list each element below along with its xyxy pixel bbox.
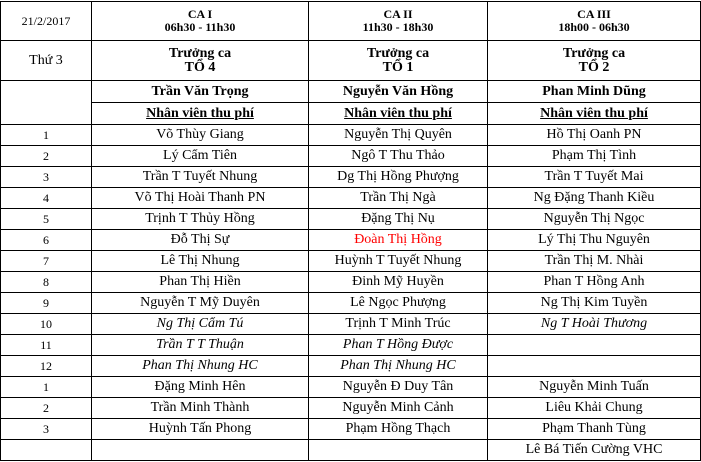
shift-2-staff-name: Dg Thị Hồng Phượng [309, 167, 488, 188]
table-row [1, 146, 701, 167]
row-number: 1 [1, 377, 92, 398]
date-cell: 21/2/2017 [1, 2, 92, 41]
table-row [1, 314, 701, 335]
shift-2-staff-name: Đoàn Thị Hồng [309, 230, 488, 251]
shift-2-header: CA II 11h30 - 18h30 [309, 2, 488, 41]
row-number: 3 [1, 167, 92, 188]
row-number: 12 [1, 356, 92, 377]
staff-label-row [1, 103, 701, 125]
shift-3-staff-label: Nhân viên thu phí [488, 103, 701, 125]
shift-1-staff-name: Đặng Minh Hên [92, 377, 309, 398]
shift-1-staff-name: Lý Cẩm Tiên [92, 146, 309, 167]
shift-2-staff-name: Huỳnh T Tuyết Nhung [309, 251, 488, 272]
table-row [1, 335, 701, 356]
shift-3-staff-name: Ng T Hoài Thương [488, 314, 701, 335]
shift-3-header: CA III 18h00 - 06h30 [488, 2, 701, 41]
row-number: 6 [1, 230, 92, 251]
shift-2-staff-name: Trần Thị Ngà [309, 188, 488, 209]
shift-2-staff-name: Nguyễn Minh Cảnh [309, 398, 488, 419]
table-row [1, 251, 701, 272]
table-row [1, 230, 701, 251]
shift-2-staff-name: Phạm Hồng Thạch [309, 419, 488, 440]
table-row [1, 419, 701, 440]
shift-3-staff-name: Ng Đặng Thanh Kiều [488, 188, 701, 209]
table-row [1, 293, 701, 314]
shift-3-staff-name: Hồ Thị Oanh PN [488, 125, 701, 146]
team-row [1, 41, 701, 81]
table-row [1, 167, 701, 188]
row-number: 9 [1, 293, 92, 314]
empty-cell [1, 103, 92, 125]
shift-2-leader: Nguyễn Văn Hồng [309, 81, 488, 103]
row-number: 1 [1, 125, 92, 146]
table-row [1, 209, 701, 230]
shift-2-staff-name: Phan Thị Nhung HC [309, 356, 488, 377]
shift-1-team: Trưởng ca TỔ 4 [92, 41, 309, 81]
shift-1-staff-name: Trần Minh Thành [92, 398, 309, 419]
shift-2-staff-name: Đinh Mỹ Huyền [309, 272, 488, 293]
row-number [1, 440, 92, 461]
table-row [1, 125, 701, 146]
row-number: 4 [1, 188, 92, 209]
shift-1-header: CA I 06h30 - 11h30 [92, 2, 309, 41]
shift-1-staff-label: Nhân viên thu phí [92, 103, 309, 125]
shift-2-staff-name: Đặng Thị Nụ [309, 209, 488, 230]
row-number: 11 [1, 335, 92, 356]
shift-2-staff-name: Trịnh T Minh Trúc [309, 314, 488, 335]
shift-3-staff-name: Nguyễn Thị Ngọc [488, 209, 701, 230]
shift-1-staff-name: Lê Thị Nhung [92, 251, 309, 272]
shift-1-leader: Trần Văn Trọng [92, 81, 309, 103]
shift-2-staff-name [309, 440, 488, 461]
shift-3-leader: Phan Minh Dũng [488, 81, 701, 103]
row-number: 7 [1, 251, 92, 272]
shift-3-staff-name: Phạm Thanh Tùng [488, 419, 701, 440]
shift-2-staff-name: Lê Ngọc Phượng [309, 293, 488, 314]
row-number: 8 [1, 272, 92, 293]
row-number: 10 [1, 314, 92, 335]
shift-2-staff-name: Nguyễn Đ Duy Tân [309, 377, 488, 398]
shift-3-staff-name [488, 356, 701, 377]
row-number: 2 [1, 146, 92, 167]
shift-3-staff-name: Ng Thị Kim Tuyền [488, 293, 701, 314]
shift-2-team: Trưởng ca TỔ 1 [309, 41, 488, 81]
shift-3-staff-name [488, 335, 701, 356]
shift-1-staff-name: Võ Thùy Giang [92, 125, 309, 146]
table-row [1, 377, 701, 398]
shift-2-staff-label: Nhân viên thu phí [309, 103, 488, 125]
shift-3-team: Trưởng ca TỔ 2 [488, 41, 701, 81]
shift-3-staff-name: Nguyễn Minh Tuấn [488, 377, 701, 398]
shift-2-staff-name: Phan T Hồng Được [309, 335, 488, 356]
table-row [1, 356, 701, 377]
shift-1-staff-name [92, 440, 309, 461]
shift-1-staff-name: Trần T T Thuận [92, 335, 309, 356]
table-row [1, 398, 701, 419]
shift-1-staff-name: Võ Thị Hoài Thanh PN [92, 188, 309, 209]
empty-cell [1, 81, 92, 103]
shift-2-staff-name: Nguyễn Thị Quyên [309, 125, 488, 146]
shift-3-staff-name: Phan T Hồng Anh [488, 272, 701, 293]
shift-2-staff-name: Ngô T Thu Thảo [309, 146, 488, 167]
shift-3-staff-name: Lê Bá Tiến Cường VHC [488, 440, 701, 461]
shift-3-staff-name: Phạm Thị Tình [488, 146, 701, 167]
row-number: 5 [1, 209, 92, 230]
shift-schedule-table [0, 1, 701, 461]
shift-1-staff-name: Huỳnh Tấn Phong [92, 419, 309, 440]
leader-row [1, 81, 701, 103]
row-number: 2 [1, 398, 92, 419]
shift-1-staff-name: Nguyễn T Mỹ Duyên [92, 293, 309, 314]
shift-1-staff-name: Trịnh T Thủy Hồng [92, 209, 309, 230]
shift-3-staff-name: Trần T Tuyết Mai [488, 167, 701, 188]
header-row [1, 2, 701, 41]
shift-1-staff-name: Ng Thị Cẩm Tú [92, 314, 309, 335]
row-number: 3 [1, 419, 92, 440]
shift-1-staff-name: Phan Thị Hiền [92, 272, 309, 293]
table-row [1, 272, 701, 293]
shift-3-staff-name: Liêu Khải Chung [488, 398, 701, 419]
shift-3-staff-name: Lý Thị Thu Nguyên [488, 230, 701, 251]
shift-1-staff-name: Trần T Tuyết Nhung [92, 167, 309, 188]
table-row [1, 440, 701, 461]
shift-1-staff-name: Đỗ Thị Sự [92, 230, 309, 251]
shift-3-staff-name: Trần Thị M. Nhài [488, 251, 701, 272]
day-cell: Thứ 3 [1, 41, 92, 81]
shift-1-staff-name: Phan Thị Nhung HC [92, 356, 309, 377]
table-row [1, 188, 701, 209]
